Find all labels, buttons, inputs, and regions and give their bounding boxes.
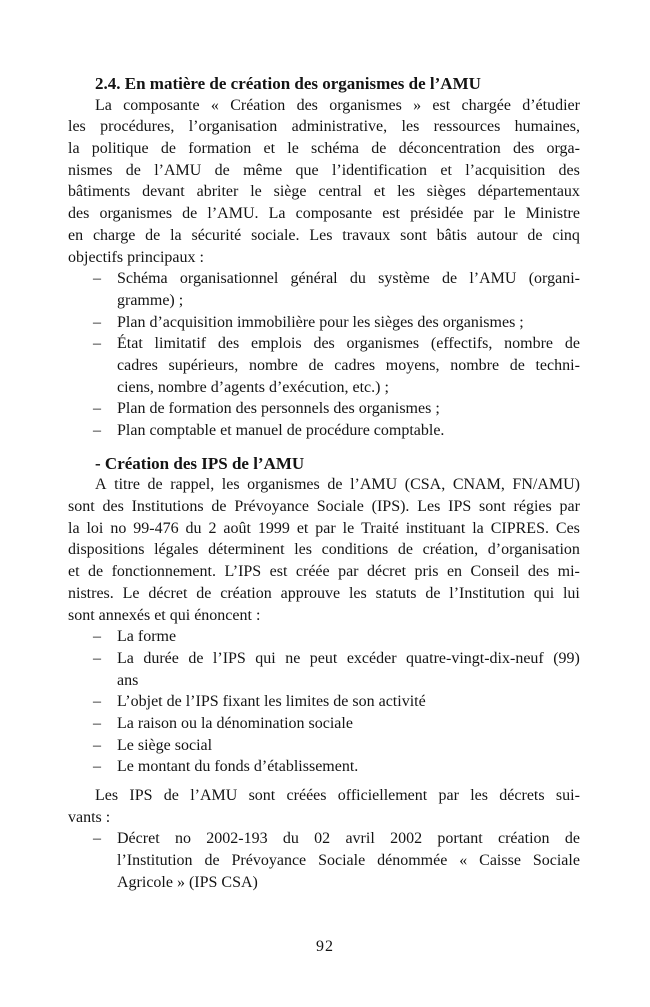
list-item-text <box>117 756 580 778</box>
text-line: la politique de formation et le schéma de déconcentration des orga- <box>68 140 580 158</box>
text-line: Décret no 2002-193 du 02 avril 2002 portant création de <box>117 830 580 848</box>
list-item-text <box>117 312 580 334</box>
text-line: la loi no 99-476 du 2 août 1999 et par le Traité instituant la CIPRES. Ces <box>68 519 580 537</box>
list-item <box>68 398 580 420</box>
list-item-text <box>117 626 580 648</box>
dash-marker: – <box>93 758 101 776</box>
list-item <box>68 756 580 778</box>
text-line: Plan comptable et manuel de procédure comptable. <box>117 422 445 439</box>
text-line: et de fonctionnement. L’IPS est créée par décret pris en Conseil des mi- <box>68 563 580 581</box>
list-item-text <box>117 268 580 311</box>
text-line: l’Institution de Prévoyance Sociale dénommée « Caisse Sociale <box>117 852 580 870</box>
text-line: ans <box>117 671 139 689</box>
list-item <box>68 626 580 648</box>
text-line: dispositions légales déterminent les conditions de création, d’organisation <box>68 541 580 559</box>
text-line: gramme) ; <box>117 291 184 309</box>
dash-marker: – <box>93 830 101 848</box>
bullet-list <box>68 268 580 442</box>
dash-marker: – <box>93 649 101 667</box>
paragraph <box>68 474 580 626</box>
document-content <box>68 73 580 893</box>
list-item <box>68 691 580 713</box>
text-line: sont des Institutions de Prévoyance Sociale (IPS). Les IPS sont régies par <box>68 498 580 516</box>
section-heading: 2.4. En matière de création des organismes de l’AMU <box>95 74 481 93</box>
dash-marker: – <box>93 270 101 288</box>
sub-heading: - Création des IPS de l’AMU <box>95 453 305 473</box>
text-line: Schéma organisationnel général du système de l’AMU (organi- <box>117 270 580 288</box>
list-item-text <box>117 735 580 757</box>
text-line: bâtiments devant abriter le siège central et les sièges départementaux <box>68 183 580 201</box>
bullet-list <box>68 828 580 893</box>
list-item-text <box>117 398 580 420</box>
dash-marker: – <box>93 400 101 418</box>
text-line: des organismes de l’AMU. La composante est présidée par le Ministre <box>68 205 580 223</box>
text-line: A titre de rappel, les organismes de l’AMU (CSA, CNAM, FN/AMU) <box>95 476 580 494</box>
text-line: La durée de l’IPS qui ne peut excéder quatre-vingt-dix-neuf (99) <box>117 649 580 667</box>
text-line: La raison ou la dénomination sociale <box>117 714 353 732</box>
list-item-text <box>117 420 580 442</box>
text-line: L’objet de l’IPS fixant les limites de son activité <box>117 693 426 711</box>
paragraph <box>68 95 580 269</box>
text-line: sont annexés et qui énoncent : <box>68 606 261 624</box>
text-line: Plan de formation des personnels des organismes ; <box>117 400 440 418</box>
paragraph <box>68 785 580 828</box>
dash-marker: – <box>93 714 101 732</box>
text-line: nismes de l’AMU de même que l’identification et l’acquisition des <box>68 161 580 179</box>
bullet-list <box>68 626 580 778</box>
dash-marker: – <box>93 693 101 711</box>
list-item <box>68 333 580 398</box>
list-item-text <box>117 333 580 398</box>
list-item <box>68 312 580 334</box>
text-line: Le siège social <box>117 736 213 754</box>
text-line: La forme <box>117 628 177 646</box>
text-line: vants : <box>68 808 111 826</box>
list-item <box>68 268 580 311</box>
text-line: La composante « Création des organismes » est chargée d’étudier <box>95 96 580 114</box>
list-item-text <box>117 828 580 893</box>
list-item <box>68 735 580 757</box>
text-line: Les IPS de l’AMU sont créées officiellement par les décrets sui- <box>95 787 580 804</box>
dash-marker: – <box>93 313 101 331</box>
text-line: ciens, nombre d’agents d’exécution, etc.) ; <box>117 378 389 396</box>
list-item-text <box>117 648 580 691</box>
text-line: nistres. Le décret de création approuve les statuts de l’Institution qui lui <box>68 584 580 602</box>
dash-marker: – <box>93 628 101 646</box>
text-line: Plan d’acquisition immobilière pour les sièges des organismes ; <box>117 313 524 331</box>
list-item-text <box>117 691 580 713</box>
text-line: Le montant du fonds d’établissement. <box>117 758 359 776</box>
text-line: Agricole » (IPS CSA) <box>117 873 258 891</box>
list-item <box>68 713 580 735</box>
dash-marker: – <box>93 736 101 754</box>
page-number: 92 <box>316 938 334 955</box>
list-item <box>68 828 580 893</box>
text-line: cadres supérieurs, nombre de cadres moyens, nombre de techni- <box>117 356 580 374</box>
text-line: État limitatif des emplois des organismes (effectifs, nombre de <box>117 335 580 353</box>
text-line: objectifs principaux : <box>68 248 204 266</box>
text-line: les procédures, l’organisation administrative, les ressources humaines, <box>68 118 580 136</box>
list-item <box>68 420 580 442</box>
dash-marker: – <box>93 335 101 353</box>
dash-marker: – <box>93 422 101 439</box>
list-item <box>68 648 580 691</box>
list-item-text <box>117 713 580 735</box>
text-line: en charge de la sécurité sociale. Les travaux sont bâtis autour de cinq <box>68 226 580 244</box>
